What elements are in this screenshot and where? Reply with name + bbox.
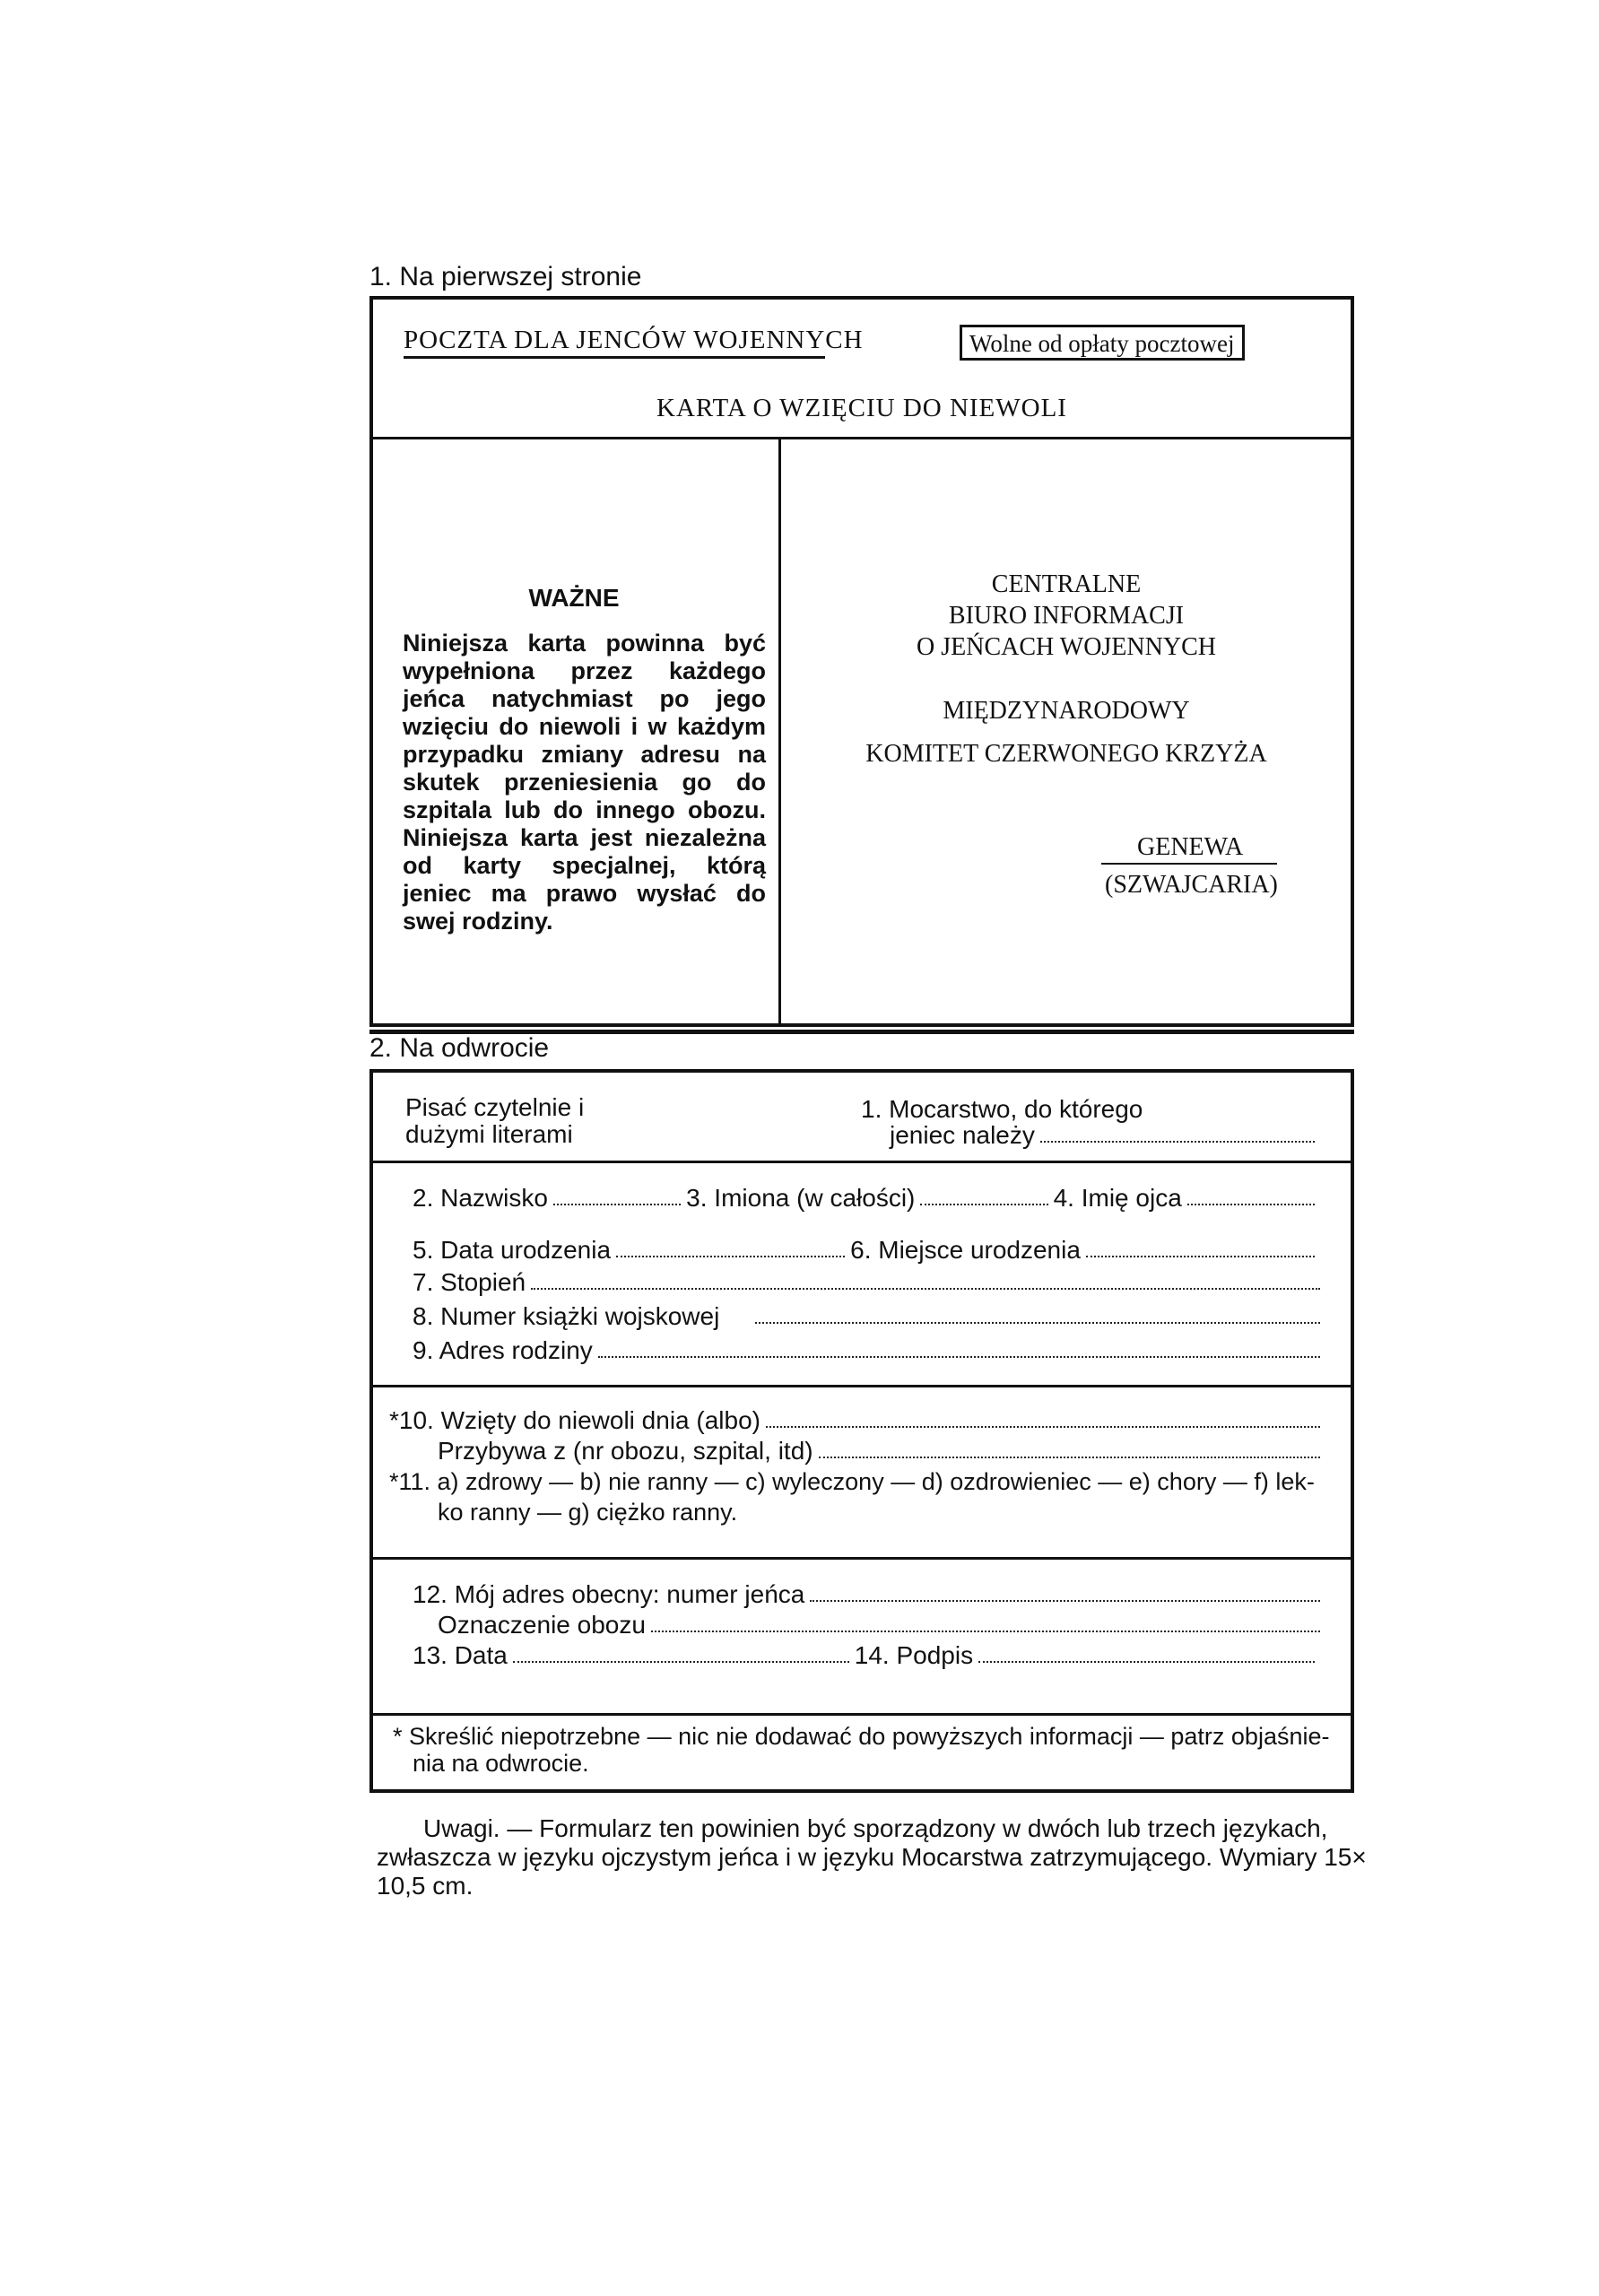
field-13-label: 13. Data — [413, 1641, 508, 1669]
field-1-entry[interactable] — [890, 1121, 1315, 1150]
field-3-label: 3. Imiona (w całości) — [686, 1184, 916, 1212]
field-11-line-2: ko ranny — g) ciężko ranny. — [438, 1499, 738, 1526]
field-10-line[interactable] — [766, 1426, 1320, 1428]
field-1-line[interactable] — [1040, 1141, 1315, 1143]
important-text: Niniejsza karta powinna być wypełniona przez każdego jeńca natychmiast po jego wzięciu do niewoli i w każdym przypadku zmiany adresu na skutek przeniesienia go do szpitala lub do innego obozu. Niniejsza karta jest niezależna od karty specjalnej, którą jeniec ma prawo wysłać do swej rodziny. — [403, 630, 766, 935]
field-12-label: 12. Mój adres obecny: numer jeńca — [413, 1580, 805, 1608]
remarks-line-3: 10,5 cm. — [377, 1872, 474, 1900]
back-divider-1 — [373, 1161, 1351, 1163]
field-6-label: 6. Miejsce urodzenia — [850, 1236, 1081, 1264]
field-7 — [413, 1268, 1320, 1297]
field-9-line[interactable] — [598, 1356, 1320, 1358]
field-7-label: 7. Stopień — [413, 1268, 526, 1296]
important-title: WAŻNE — [528, 584, 620, 612]
header-right-text: Wolne od opłaty pocztowej — [969, 330, 1235, 357]
field-11-line-1: *11. a) zdrowy — b) nie ranny — c) wyleczony — d) ozdrowieniec — e) chory — f) lek- — [389, 1468, 1315, 1495]
section-1-heading: 1. Na pierwszej stronie — [369, 262, 642, 291]
footnote-line-2: nia na odwrocie. — [413, 1750, 589, 1777]
right-line-4: MIĘDZYNARODOWY — [943, 697, 1190, 725]
row-2-3-4 — [413, 1184, 1320, 1213]
card-title: KARTA O WZIĘCIU DO NIEWOLI — [656, 394, 1067, 422]
footnote-line-1: * Skreślić niepotrzebne — nic nie dodawać do powyższych informacji — patrz objaśnie- — [393, 1723, 1330, 1750]
field-3-line[interactable] — [920, 1204, 1047, 1205]
field-10 — [389, 1406, 1320, 1435]
remarks-line-2: zwłaszcza w języku ojczystym jeńca i w języku Mocarstwa zatrzymującego. Wymiary 15× — [377, 1843, 1367, 1871]
back-divider-4 — [373, 1713, 1351, 1716]
field-1-label: 1. Mocarstwo, do którego — [861, 1095, 1143, 1123]
field-9-label: 9. Adres rodziny — [413, 1336, 593, 1364]
row-13-14 — [413, 1641, 1320, 1670]
section-2-heading: 2. Na odwrocie — [369, 1033, 550, 1063]
field-13-line[interactable] — [513, 1661, 849, 1663]
field-12b — [438, 1611, 1320, 1639]
right-line-5: KOMITET CZERWONEGO KRZYŻA — [865, 740, 1267, 768]
back-divider-2 — [373, 1385, 1351, 1387]
row-5-6 — [413, 1236, 1320, 1265]
right-line-2: BIURO INFORMACJI — [948, 602, 1185, 630]
field-12b-label: Oznaczenie obozu — [438, 1611, 646, 1639]
field-9 — [413, 1336, 1320, 1365]
field-4-line[interactable] — [1187, 1204, 1315, 1205]
field-10b-line[interactable] — [819, 1457, 1320, 1458]
field-14-line[interactable] — [978, 1661, 1315, 1663]
field-10b — [438, 1437, 1320, 1465]
field-5-label: 5. Data urodzenia — [413, 1236, 612, 1264]
field-10b-label: Przybywa z (nr obozu, szpital, itd) — [438, 1437, 813, 1465]
field-2-line[interactable] — [553, 1204, 681, 1205]
field-12b-line[interactable] — [651, 1631, 1320, 1632]
geneva-underline — [1101, 863, 1277, 865]
back-divider-3 — [373, 1557, 1351, 1560]
right-line-3: O JEŃCACH WOJENNYCH — [917, 633, 1216, 661]
right-line-7: (SZWAJCARIA) — [1105, 871, 1278, 899]
field-5-line[interactable] — [616, 1256, 845, 1257]
field-4-label: 4. Imię ojca — [1053, 1184, 1182, 1212]
field-6-line[interactable] — [1086, 1256, 1315, 1257]
field-1-label-2: jeniec należy — [890, 1121, 1035, 1149]
header-left: POCZTA DLA JENCÓW WOJENNYCH — [404, 326, 864, 354]
field-8-label: 8. Numer książki wojskowej — [413, 1302, 720, 1330]
field-8-line[interactable] — [755, 1322, 1320, 1324]
remarks-line-1: Uwagi. — Formularz ten powinien być sporządzony w dwóch lub trzech językach, — [423, 1814, 1328, 1842]
field-7-line[interactable] — [531, 1288, 1320, 1290]
write-note-2: dużymi literami — [405, 1120, 573, 1148]
right-line-6: GENEWA — [1137, 833, 1244, 861]
field-12-line[interactable] — [810, 1600, 1320, 1602]
header-left-underline — [404, 356, 825, 359]
field-12 — [413, 1580, 1320, 1609]
field-14-label: 14. Podpis — [854, 1641, 974, 1669]
front-column-divider — [778, 439, 781, 1023]
field-10-label: *10. Wzięty do niewoli dnia (albo) — [389, 1406, 760, 1434]
field-2-label: 2. Nazwisko — [413, 1184, 548, 1212]
front-divider — [373, 437, 1351, 439]
field-8 — [413, 1302, 1320, 1331]
write-note-1: Pisać czytelnie i — [405, 1093, 585, 1121]
header-right-box — [960, 325, 1245, 361]
right-line-1: CENTRALNE — [991, 570, 1142, 598]
